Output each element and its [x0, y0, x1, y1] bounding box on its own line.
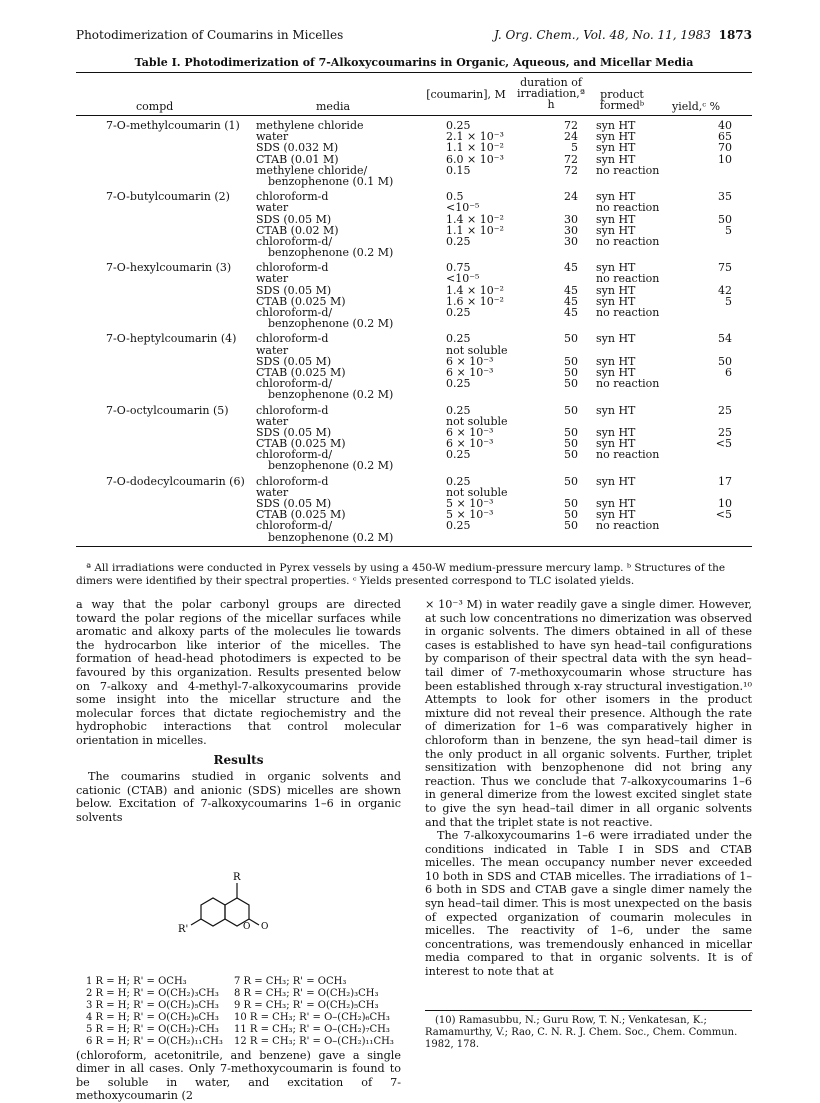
compound-group	[76, 476, 752, 543]
header-yield: yield,ᶜ %	[672, 100, 721, 113]
left-column	[76, 598, 401, 1103]
media-cell: CTAB (0.025 M)	[256, 508, 346, 522]
media-cell: chloroform-d/	[256, 306, 333, 319]
product-cell: no reaction	[596, 306, 660, 319]
duration-cell: 45	[564, 294, 578, 308]
conc-cell: 1.6 × 10⁻²	[446, 294, 504, 308]
product-cell: no reaction	[596, 234, 660, 248]
media-cell: chloroform-d/	[256, 234, 333, 248]
duration-cell: 30	[564, 234, 578, 248]
table-row	[76, 416, 752, 427]
yield-cell: 25	[718, 403, 732, 417]
duration-cell: 50	[564, 365, 578, 379]
media-cell: methylene chloride	[256, 119, 364, 132]
duration-cell: 50	[564, 474, 578, 488]
yield-cell: 5	[725, 294, 732, 308]
media-cell: chloroform-d	[256, 261, 329, 275]
table-body	[76, 120, 752, 543]
conc-cell: not soluble	[446, 414, 508, 428]
yield-cell: 40	[718, 119, 732, 132]
product-cell: syn HT	[596, 141, 636, 155]
compound-item: 10 R = CH₃; R' = O–(CH₂)₆CH₃	[234, 1011, 390, 1023]
media-cell: SDS (0.05 M)	[256, 354, 332, 368]
product-cell: syn HT	[596, 190, 636, 204]
media-cell: CTAB (0.02 M)	[256, 223, 339, 237]
yield-cell: 42	[718, 283, 732, 297]
media-cell: benzophenone (0.2 M)	[268, 388, 394, 402]
table-row	[76, 427, 752, 438]
conc-cell: <10⁻⁵	[446, 272, 480, 286]
table-row	[76, 487, 752, 498]
product-cell: syn HT	[596, 152, 636, 166]
table-row	[76, 131, 752, 142]
table-row	[76, 449, 752, 460]
media-cell: CTAB (0.025 M)	[256, 437, 346, 451]
duration-cell: 50	[564, 519, 578, 533]
struct-label-o: O	[243, 921, 251, 932]
media-cell: benzophenone (0.2 M)	[268, 530, 394, 544]
product-cell: syn HT	[596, 474, 636, 488]
conc-cell: 0.75	[446, 261, 471, 275]
compound-group	[76, 405, 752, 472]
yield-cell: 54	[718, 332, 732, 346]
reference-footnote: (10) Ramasubbu, N.; Guru Row, T. N.; Venkatesan, K.; Ramamurthy, V.; Rao, C. N. R. J. Chem. Soc., Chem. Commun. 1982, 178.	[425, 1010, 752, 1051]
media-cell: benzophenone (0.2 M)	[268, 459, 394, 473]
table-row	[76, 345, 752, 356]
duration-cell: 50	[564, 437, 578, 451]
conc-cell: 0.25	[446, 332, 471, 346]
conc-cell: 5 × 10⁻³	[446, 497, 494, 510]
yield-cell: 5	[725, 223, 732, 237]
header-conc: [coumarin], M	[426, 88, 506, 101]
conc-cell: 5 × 10⁻³	[446, 508, 494, 522]
product-cell: syn HT	[596, 425, 636, 439]
compound-item: 4 R = H; R' = O(CH₂)₆CH₃	[86, 1011, 219, 1023]
table-row	[76, 120, 752, 131]
media-cell: CTAB (0.025 M)	[256, 294, 346, 308]
product-cell: syn HT	[596, 212, 636, 226]
duration-cell: 45	[564, 283, 578, 297]
table-title: Table I. Photodimerization of 7-Alkoxycoumarins in Organic, Aqueous, and Micellar Media	[134, 56, 694, 69]
media-cell: SDS (0.05 M)	[256, 425, 332, 439]
yield-cell: 35	[718, 190, 732, 204]
product-cell: no reaction	[596, 272, 660, 286]
media-cell: chloroform-d/	[256, 519, 333, 533]
table-header	[76, 73, 752, 115]
table-row	[76, 520, 752, 531]
table-row	[76, 214, 752, 225]
media-cell: chloroform-d	[256, 403, 329, 417]
conc-cell: not soluble	[446, 343, 508, 357]
compound-group	[76, 262, 752, 329]
paragraph: The coumarins studied in organic solvents and cationic (CTAB) and anionic (SDS) micelles are shown below. Excitation of 7-alkoxycoumarins 1–6 in organic solvents	[76, 770, 401, 824]
duration-cell: 45	[564, 261, 578, 275]
compound-item: 5 R = H; R' = O(CH₂)₇CH₃	[86, 1023, 219, 1035]
compound-item: 8 R = CH₃; R' = O(CH₂)₃CH₃	[234, 987, 379, 999]
conc-cell: 0.25	[446, 306, 471, 319]
table-row	[76, 333, 752, 344]
paragraph: × 10⁻³ M) in water readily gave a single dimer. However, at such low concentrations no dimerization was observed in organic solvents. The dimers obtained in all of these cases is established to have syn head–tail configurations by comparison of their spectral data with the syn head–tail dimer of 7-methoxycoumarin whose structure has been established through x-ray structural investigation.¹⁰ Attempts to look for other isomers in the product mixture did not reveal their presence. Although the rate of dimerization for 1–6 was comparatively higher in chloroform than in benzene, the syn head–tail dimer is the only product in all organic solvents. Further, triplet sensitization with benzophenone did not bring any reaction. Thus we conclude that 7-alkoxycoumarins 1–6 in general dimerize from the lowest excited singlet state to give the syn head–tail dimer in all organic solvents and that the triplet state is not reactive.	[425, 598, 752, 829]
table-row	[76, 142, 752, 153]
compound-item: 12 R = CH₃; R' = O–(CH₂)₁₁CH₃	[234, 1035, 394, 1047]
running-title: Photodimerization of Coumarins in Micelles	[76, 28, 344, 42]
media-cell: water	[256, 414, 289, 428]
conc-cell: 6 × 10⁻³	[446, 437, 494, 451]
yield-cell: 6	[725, 365, 732, 379]
media-cell: benzophenone (0.2 M)	[268, 317, 394, 331]
compound-item: 6 R = H; R' = O(CH₂)₁₁CH₃	[86, 1035, 223, 1047]
product-cell: syn HT	[596, 365, 636, 379]
yield-cell: 50	[718, 354, 732, 368]
product-cell: syn HT	[596, 437, 636, 451]
yield-cell: 70	[718, 141, 732, 155]
product-cell: syn HT	[596, 403, 636, 417]
yield-cell: <5	[715, 437, 732, 451]
compound-name: 7-O-dodecylcoumarin (6)	[106, 474, 245, 488]
duration-cell: 50	[564, 354, 578, 368]
product-cell: syn HT	[596, 130, 636, 144]
compound-name: 7-O-methylcoumarin (1)	[106, 119, 240, 132]
compound-name: 7-O-octylcoumarin (5)	[106, 403, 229, 417]
conc-cell: 0.25	[446, 448, 471, 462]
header-media: media	[316, 100, 351, 113]
conc-cell: 6.0 × 10⁻³	[446, 152, 504, 166]
yield-cell: 17	[718, 474, 732, 488]
page-number: 1873	[718, 28, 752, 42]
conc-cell: <10⁻⁵	[446, 201, 480, 215]
struct-label-r1: R'	[178, 923, 189, 935]
conc-cell: 2.1 × 10⁻³	[446, 130, 504, 144]
compound-item: 1 R = H; R' = OCH₃	[86, 975, 187, 987]
table-row	[76, 532, 752, 543]
product-cell: syn HT	[596, 497, 636, 510]
product-cell: no reaction	[596, 519, 660, 533]
yield-cell: 10	[718, 497, 732, 510]
media-cell: water	[256, 130, 289, 144]
compound-item: 9 R = CH₃; R' = O(CH₂)₅CH₃	[234, 999, 379, 1011]
conc-cell: 0.5	[446, 190, 464, 204]
product-cell: syn HT	[596, 223, 636, 237]
conc-cell: 6 × 10⁻³	[446, 365, 494, 379]
duration-cell: 50	[564, 425, 578, 439]
conc-cell: 1.4 × 10⁻²	[446, 283, 504, 297]
duration-cell: 5	[571, 141, 578, 155]
product-cell: syn HT	[596, 508, 636, 522]
duration-cell: 30	[564, 212, 578, 226]
yield-cell: 75	[718, 261, 732, 275]
compound-group	[76, 333, 752, 400]
media-cell: chloroform-d	[256, 190, 329, 204]
paragraph: (chloroform, acetonitrile, and benzene) gave a single dimer in all cases. Only 7-methoxycoumarin is found to be soluble in water, and excitation of 7-methoxycoumarin (2	[76, 1048, 401, 1103]
conc-cell: not soluble	[446, 485, 508, 499]
product-cell: no reaction	[596, 448, 660, 462]
table-header-rule	[76, 115, 752, 116]
compound-item: 2 R = H; R' = O(CH₂)₃CH₃	[86, 987, 219, 999]
product-cell: syn HT	[596, 354, 636, 368]
table-row	[76, 236, 752, 247]
media-cell: SDS (0.05 M)	[256, 212, 332, 226]
duration-cell: 72	[564, 163, 578, 177]
conc-cell: 0.25	[446, 234, 471, 248]
compound-group	[76, 191, 752, 258]
product-cell: syn HT	[596, 294, 636, 308]
media-cell: SDS (0.032 M)	[256, 141, 339, 155]
table-row	[76, 202, 752, 213]
product-cell: syn HT	[596, 261, 636, 275]
struct-label-r: R	[233, 871, 241, 883]
duration-cell: 50	[564, 403, 578, 417]
table-row	[76, 389, 752, 400]
product-cell: syn HT	[596, 332, 636, 346]
compound-name: 7-O-hexylcoumarin (3)	[106, 261, 232, 275]
compound-item: 3 R = H; R' = O(CH₂)₅CH₃	[86, 999, 219, 1011]
table-row	[76, 176, 752, 187]
data-table	[76, 72, 752, 547]
table-row	[76, 405, 752, 416]
yield-cell: 10	[718, 152, 732, 166]
media-cell: chloroform-d/	[256, 377, 333, 391]
media-cell: SDS (0.05 M)	[256, 283, 332, 297]
conc-cell: 0.25	[446, 474, 471, 488]
media-cell: CTAB (0.025 M)	[256, 365, 346, 379]
product-cell: no reaction	[596, 163, 660, 177]
conc-cell: 6 × 10⁻³	[446, 425, 494, 439]
duration-cell: 50	[564, 497, 578, 510]
coumarin-structure	[76, 825, 401, 975]
table-row	[76, 165, 752, 176]
conc-cell: 1.1 × 10⁻²	[446, 223, 504, 237]
section-heading: Results	[213, 752, 264, 767]
coumarin-structure-drawing	[76, 825, 401, 975]
compound-item: 11 R = CH₃; R' = O–(CH₂)₇CH₃	[234, 1023, 390, 1035]
header-product: product formedᵇ	[599, 88, 645, 112]
media-cell: water	[256, 201, 289, 215]
duration-cell: 24	[564, 190, 578, 204]
table-row	[76, 307, 752, 318]
table-bottom-rule	[76, 546, 752, 547]
media-cell: water	[256, 485, 289, 499]
yield-cell: 65	[718, 130, 732, 144]
conc-cell: 0.25	[446, 519, 471, 533]
media-cell: methylene chloride/	[256, 163, 368, 177]
compound-item: 7 R = CH₃; R' = OCH₃	[234, 975, 347, 987]
duration-cell: 30	[564, 223, 578, 237]
conc-cell: 0.15	[446, 163, 471, 177]
product-cell: syn HT	[596, 283, 636, 297]
struct-label-o: O	[261, 921, 269, 932]
conc-cell: 1.1 × 10⁻²	[446, 141, 504, 155]
table-row	[76, 378, 752, 389]
media-cell: chloroform-d	[256, 332, 329, 346]
duration-cell: 50	[564, 508, 578, 522]
compound-name: 7-O-heptylcoumarin (4)	[106, 332, 237, 346]
table-row	[76, 356, 752, 367]
duration-cell: 24	[564, 130, 578, 144]
duration-cell: 45	[564, 306, 578, 319]
media-cell: chloroform-d/	[256, 448, 333, 462]
table-row	[76, 247, 752, 258]
compound-group	[76, 120, 752, 187]
table-row	[76, 476, 752, 487]
media-cell: water	[256, 343, 289, 357]
table-row	[76, 498, 752, 509]
media-cell: CTAB (0.01 M)	[256, 152, 339, 166]
media-cell: chloroform-d	[256, 474, 329, 488]
yield-cell: 25	[718, 425, 732, 439]
table-row	[76, 460, 752, 471]
duration-cell: 50	[564, 448, 578, 462]
conc-cell: 0.25	[446, 403, 471, 417]
media-cell: SDS (0.05 M)	[256, 497, 332, 510]
conc-cell: 1.4 × 10⁻²	[446, 212, 504, 226]
paragraph: a way that the polar carbonyl groups are directed toward the polar regions of the micellar surfaces while aromatic and alkoxy parts of the molecules lie towards the hydrocarbon like interior of the micelles. The formation of head-head photodimers is expected to be favoured by this organization. Results presented below on 7-alkoxy and 4-methyl-7-alkoxycoumarins provide some insight into the micellar structure and the molecular forces that dictate regiochemistry and the hydrophobic interactions that control molecular orientation in micelles.	[76, 598, 401, 747]
product-cell: syn HT	[596, 119, 636, 132]
compound-list	[76, 975, 401, 1049]
header-duration: duration of irradiation,ª h	[516, 76, 586, 111]
duration-cell: 72	[564, 119, 578, 132]
yield-cell: 50	[718, 212, 732, 226]
compound-name: 7-O-butylcoumarin (2)	[106, 190, 230, 204]
table-row	[76, 285, 752, 296]
header-compd: compd	[136, 100, 174, 113]
table-row	[76, 318, 752, 329]
duration-cell: 50	[564, 377, 578, 391]
duration-cell: 72	[564, 152, 578, 166]
table-row	[76, 273, 752, 284]
duration-cell: 50	[564, 332, 578, 346]
journal-citation: J. Org. Chem., Vol. 48, No. 11, 1983 1873	[493, 28, 752, 42]
conc-cell: 6 × 10⁻³	[446, 354, 494, 368]
conc-cell: 0.25	[446, 377, 471, 391]
paragraph: The 7-alkoxycoumarins 1–6 were irradiated under the conditions indicated in Table I in SDS and CTAB micelles. The mean occupancy number never exceeded 10 both in SDS and CTAB micelles. The irradiations of 1–6 both in SDS and CTAB gave a single dimer namely the syn head–tail dimer. This is most unexpected on the basis of expected organization of coumarin molecules in micelles. The reactivity of 1–6, under the same concentrations, was tremendously enhanced in micellar media compared to that in organic solvents. It is of interest to note that at	[425, 829, 752, 979]
right-column	[425, 598, 752, 979]
yield-cell: <5	[715, 508, 732, 522]
product-cell: no reaction	[596, 201, 660, 215]
product-cell: no reaction	[596, 377, 660, 391]
table-footnote: ª All irradiations were conducted in Pyrex vessels by using a 450-W medium-pressure mercury lamp. ᵇ Structures of the dimers were identified by their spectral properties. ᶜ Yields presented correspond to TLC isolated yields.	[76, 562, 726, 587]
media-cell: benzophenone (0.1 M)	[268, 174, 394, 188]
conc-cell: 0.25	[446, 119, 471, 132]
media-cell: water	[256, 272, 289, 286]
media-cell: benzophenone (0.2 M)	[268, 246, 394, 260]
